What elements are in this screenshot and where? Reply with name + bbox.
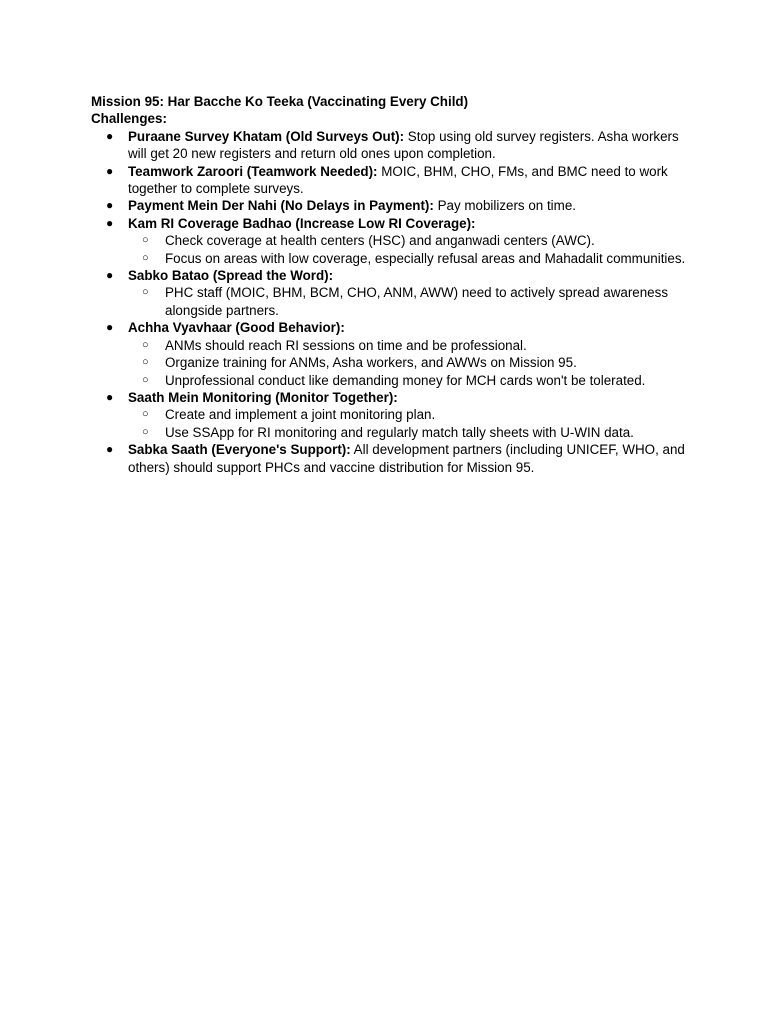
sub-item-text: PHC staff (MOIC, BHM, BCM, CHO, ANM, AWW) need to actively spread awareness alongside partners. [165,285,669,318]
sub-list [128,284,691,319]
sub-list [128,337,691,389]
document-page [91,93,691,476]
sub-item-text: Check coverage at health centers (HSC) and anganwadi centers (AWC). [165,233,595,249]
sub-list [128,406,691,441]
challenge-title: Achha Vyavhaar (Good Behavior): [128,320,345,336]
challenge-item [91,319,691,389]
sub-list [128,232,691,267]
bullet-icon: ● [106,198,114,213]
document-title: Mission 95: Har Bacche Ko Teeka (Vaccinating Every Child) [91,94,469,109]
sub-item [128,354,691,371]
challenge-title: Sabko Batao (Spread the Word): [128,268,334,284]
bullet-icon: ● [106,389,114,404]
challenge-item [91,267,691,319]
sub-item [128,406,691,423]
sub-item-text: Organize training for ANMs, Asha workers, and AWWs on Mission 95. [165,355,577,371]
challenge-item [91,128,691,163]
bullet-icon: ● [106,215,114,230]
challenge-text: Pay mobilizers on time. [433,198,576,214]
sub-item [128,250,691,267]
sub-item-text: Use SSApp for RI monitoring and regularly match tally sheets with U-WIN data. [165,424,634,440]
bullet-icon: ● [106,128,114,143]
challenge-title: Sabka Saath (Everyone's Support): [128,442,351,458]
hollow-bullet-icon: ○ [142,373,149,386]
hollow-bullet-icon: ○ [142,425,149,438]
sub-item-text: Create and implement a joint monitoring plan. [165,407,436,423]
challenge-item [91,441,691,476]
sub-item-text: Focus on areas with low coverage, especially refusal areas and Mahadalit communities. [165,250,686,266]
challenge-item [91,197,691,214]
sub-item-text: Unprofessional conduct like demanding money for MCH cards won't be tolerated. [165,372,646,388]
sub-item [128,337,691,354]
challenge-title: Kam RI Coverage Badhao (Increase Low RI Coverage): [128,215,476,231]
hollow-bullet-icon: ○ [142,251,149,264]
hollow-bullet-icon: ○ [142,356,149,369]
challenge-title: Puraane Survey Khatam (Old Surveys Out): [128,128,405,144]
challenges-list [91,128,691,476]
bullet-icon: ● [106,163,114,178]
challenge-title: Saath Mein Monitoring (Monitor Together): [128,389,398,405]
challenge-item [91,163,691,198]
challenge-text: MOIC, BHM, CHO, FMs, and BMC need to work together to complete surveys. [128,163,668,197]
bullet-icon: ● [106,268,114,283]
hollow-bullet-icon: ○ [142,234,149,247]
bullet-icon: ● [106,320,114,335]
challenge-item [91,389,691,441]
challenge-title: Payment Mein Der Nahi (No Delays in Payment): [128,198,434,214]
sub-item [128,284,691,319]
challenge-item [91,215,691,267]
bullet-icon: ● [106,442,114,457]
challenge-text: All development partners (including UNICEF, WHO, and others) should support PHCs and vaccine distribution for Mission 95. [128,442,685,475]
hollow-bullet-icon: ○ [142,338,149,351]
sub-item [128,424,691,441]
sub-item [128,372,691,389]
challenges-heading: Challenges: [91,111,167,127]
sub-item [128,232,691,249]
hollow-bullet-icon: ○ [142,286,149,299]
sub-item-text: ANMs should reach RI sessions on time and be professional. [165,337,527,353]
challenge-title: Teamwork Zaroori (Teamwork Needed): [128,163,378,179]
challenge-text: Stop using old survey registers. Asha workers will get 20 new registers and return old ones upon completion. [128,128,679,162]
hollow-bullet-icon: ○ [142,408,149,421]
